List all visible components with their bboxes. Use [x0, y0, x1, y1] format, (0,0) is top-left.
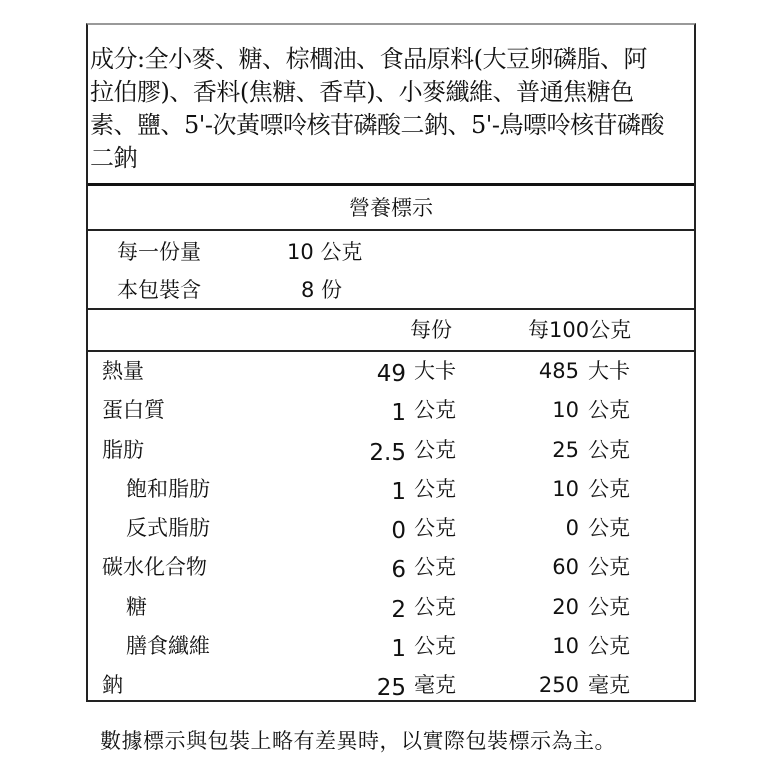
nutrient-row — [88, 431, 694, 470]
nutrient-row — [88, 352, 694, 391]
per-100g-value: 20 — [552, 594, 579, 619]
per-100g-unit: 公克 — [588, 398, 630, 423]
column-header — [88, 310, 694, 352]
per-serving-unit: 毫克 — [414, 673, 456, 698]
per-100g-value: 60 — [552, 555, 579, 580]
per-serving-unit: 公克 — [414, 437, 456, 462]
per-100g-value: 10 — [552, 476, 579, 501]
ingredients-line: 成分:全小麥、糖、棕櫚油、食品原料(大豆卵磷脂、阿 — [90, 45, 647, 73]
nutrient-row — [88, 391, 694, 430]
nutrient-name: 蛋白質 — [102, 398, 165, 423]
per-serving-value: 1 — [391, 636, 406, 663]
per-serving-unit: 公克 — [414, 594, 456, 619]
per-serving-value: 2.5 — [369, 439, 406, 466]
nutrient-name: 膳食纖維 — [126, 634, 210, 659]
ingredients-line: 拉伯膠)、香料(焦糖、香草)、小麥纖維、普通焦糖色 — [90, 78, 634, 106]
nutrient-row — [88, 627, 694, 666]
per-100g-unit: 公克 — [588, 437, 630, 462]
per-serving-unit: 公克 — [414, 476, 456, 501]
nutrient-row — [88, 588, 694, 627]
per-100g-header: 每100公克 — [528, 318, 632, 342]
nutrient-name: 反式脂肪 — [126, 516, 210, 541]
per-100g-value: 0 — [565, 516, 579, 541]
servings-row — [88, 271, 694, 309]
ingredients-line: 素、鹽、5'-次黃嘌呤核苷磷酸二鈉、5'-鳥嘌呤核苷磷酸 — [90, 111, 664, 139]
nutrient-name: 脂肪 — [102, 437, 144, 462]
per-serving-value: 6 — [391, 557, 406, 584]
per-serving-value: 1 — [391, 400, 406, 427]
nutrient-row — [88, 470, 694, 509]
per-100g-value: 250 — [538, 673, 579, 698]
nutrient-row — [88, 509, 694, 548]
nutrient-row — [88, 548, 694, 587]
nutrition-label — [86, 23, 696, 702]
nutrient-name: 碳水化合物 — [102, 555, 207, 580]
per-serving-value: 2 — [391, 596, 406, 623]
per-serving-unit: 公克 — [414, 398, 456, 423]
serving-size-row — [88, 233, 694, 271]
per-100g-value: 10 — [552, 398, 579, 423]
nutrient-name: 飽和脂肪 — [126, 476, 210, 501]
per-100g-value: 25 — [552, 437, 579, 462]
per-100g-value: 485 — [538, 359, 579, 383]
per-100g-unit: 大卡 — [588, 359, 630, 383]
serving-size-value: 10 公克 — [287, 240, 363, 264]
serving-size-label: 每一份量 — [117, 240, 201, 264]
ingredients-line: 二鈉 — [90, 144, 137, 172]
per-100g-unit: 公克 — [588, 476, 630, 501]
nutrient-name: 糖 — [126, 594, 147, 619]
per-serving-value: 49 — [376, 361, 406, 387]
nutrient-name: 鈉 — [102, 673, 123, 698]
per-serving-value: 0 — [391, 518, 406, 545]
per-100g-value: 10 — [552, 634, 579, 659]
per-100g-unit: 公克 — [588, 594, 630, 619]
nutrient-row — [88, 666, 694, 705]
per-serving-header: 每份 — [410, 318, 452, 342]
per-serving-unit: 公克 — [414, 634, 456, 659]
per-100g-unit: 公克 — [588, 634, 630, 659]
servings-value: 8 份 — [301, 278, 343, 302]
ingredients-text — [88, 25, 694, 186]
per-100g-unit: 公克 — [588, 555, 630, 580]
per-serving-unit: 公克 — [414, 516, 456, 541]
nutrient-name: 熱量 — [102, 359, 144, 383]
nutrition-title: 營養標示 — [88, 186, 694, 231]
per-serving-unit: 公克 — [414, 555, 456, 580]
per-100g-unit: 毫克 — [588, 673, 630, 698]
per-serving-value: 25 — [376, 675, 406, 702]
per-100g-unit: 公克 — [588, 516, 630, 541]
servings-label: 本包裝含 — [117, 278, 201, 302]
per-serving-unit: 大卡 — [414, 359, 456, 383]
per-serving-value: 1 — [391, 478, 406, 505]
footnote: 數據標示與包裝上略有差異時，以實際包裝標示為主。 — [100, 729, 616, 753]
serving-info — [88, 231, 694, 310]
nutrient-rows — [88, 352, 694, 706]
